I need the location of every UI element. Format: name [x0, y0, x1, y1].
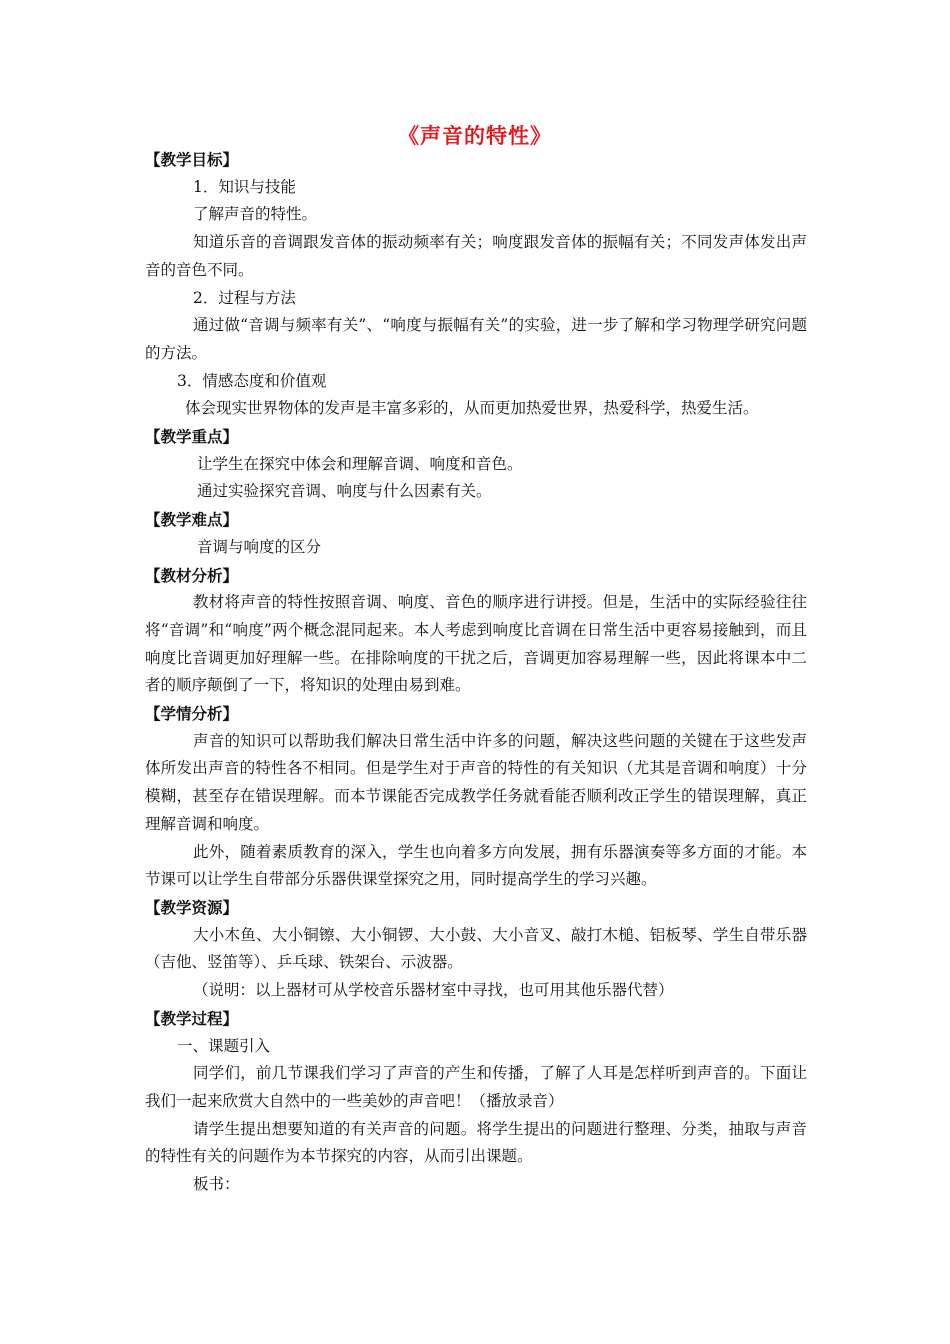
subheading-attitudes-values: 3．情感态度和价值观 [177, 371, 327, 390]
paragraph-note: （说明：以上器材可从学校音乐器材室中寻找，也可用其他乐器代替） [193, 981, 674, 1000]
paragraph: 此外，随着素质教育的深入，学生也向着多方向发展，拥有乐器演奏等多方面的才能。本节课可以让学生自带部分乐器供课堂探究之用，同时提高学生的学习兴趣。 [145, 842, 807, 889]
paragraph: 通过实验探究音调、响度与什么因素有关。 [197, 482, 492, 501]
paragraph: 通过做“音调与频率有关”、“响度与振幅有关”的实验，进一步了解和学习物理学研究问题的方法。 [145, 316, 807, 362]
section-heading-key-points: 【教学重点】 [145, 427, 239, 447]
paragraph: 请学生提出想要知道的有关声音的问题。将学生提出的问题进行整理、分类，抽取与声音的特性有关的问题作为本节探究的内容，从而引出课题。 [145, 1119, 807, 1166]
paragraph: 声音的知识可以帮助我们解决日常生活中许多的问题，解决这些问题的关键在于这些发声体所发出声音的特性各不相同。但是学生对于声音的特性的有关知识（尤其是音调和响度）十分模糊，甚至存在错误理解。而本节课能否完成教学任务就看能否顺利改正学生的错误理解，真正理解音调和响度。 [145, 731, 807, 833]
paragraph: 板书： [193, 1175, 240, 1194]
paragraph: 同学们，前几节课我们学习了声音的产生和传播，了解了人耳是怎样听到声音的。下面让我们一起来欣赏大自然中的一些美妙的声音吧！（播放录音） [145, 1064, 807, 1110]
subheading-process-methods: 2．过程与方法 [193, 288, 296, 307]
subheading-introduction: 一、课题引入 [177, 1036, 271, 1055]
paragraph: 知道乐音的音调跟发音体的振动频率有关；响度跟发音体的振幅有关；不同发声体发出声音的音色不同。 [145, 233, 807, 279]
paragraph: 体会现实世界物体的发声是丰富多彩的，从而更加热爱世界，热爱科学，热爱生活。 [185, 399, 759, 418]
document-title: 《声音的特性》 [398, 123, 552, 148]
paragraph: 了解声音的特性。 [193, 205, 318, 224]
paragraph: 让学生在探究中体会和理解音调、响度和音色。 [197, 454, 523, 473]
paragraph: 教材将声音的特性按照音调、响度、音色的顺序进行讲授。但是，生活中的实际经验往往将“音调”和“响度”两个概念混同起来。本人考虑到响度比音调在日常生活中更容易接触到，而且响度比音调更加好理解一些。在排除响度的干扰之后，音调更加容易理解一些，因此将课本中二者的顺序颠倒了一下，将知识的处理由易到难。 [145, 593, 807, 695]
section-heading-process: 【教学过程】 [145, 1008, 239, 1028]
section-heading-textbook-analysis: 【教材分析】 [145, 565, 239, 585]
document-body [145, 146, 807, 1199]
section-heading-objectives: 【教学目标】 [145, 150, 239, 169]
paragraph: 大小木鱼、大小铜镲、大小铜锣、大小鼓、大小音叉、敲打木槌、铝板琴、学生自带乐器（吉他、竖笛等）、乒乓球、铁架台、示波器。 [145, 925, 807, 972]
section-heading-student-analysis: 【学情分析】 [145, 704, 239, 724]
section-heading-resources: 【教学资源】 [145, 897, 239, 917]
subheading-knowledge-skills: 1．知识与技能 [193, 177, 296, 196]
section-heading-difficulties: 【教学难点】 [145, 510, 239, 530]
paragraph: 音调与响度的区分 [197, 537, 322, 556]
